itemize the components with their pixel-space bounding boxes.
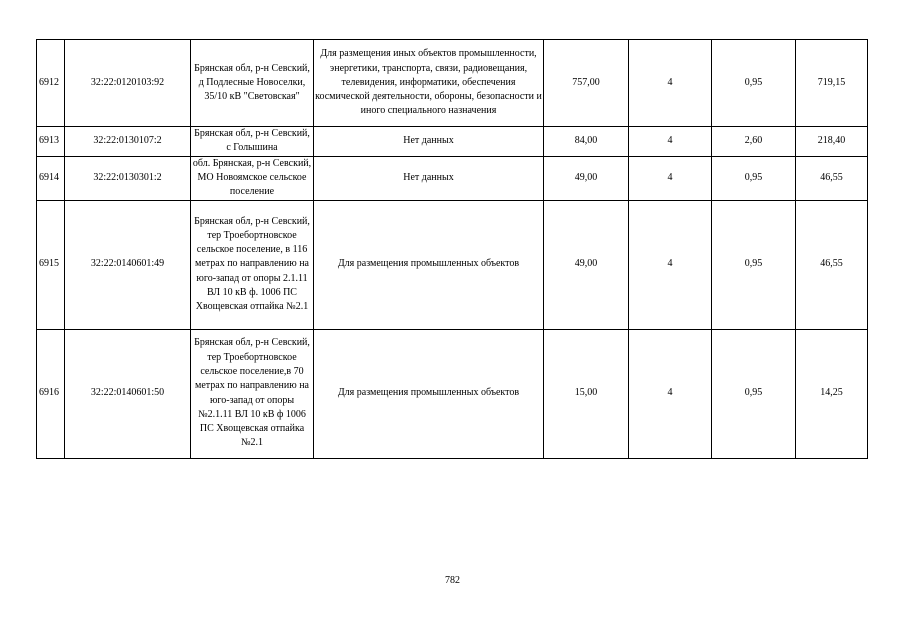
coefficient: 0,95 [712,329,796,458]
total: 14,25 [796,329,868,458]
table-row [37,40,868,127]
cadastral-number: 32:22:0130107:2 [65,127,191,157]
address: Брянская обл, р-н Севский, с Голышина [191,127,314,157]
area: 49,00 [544,156,629,200]
row-number: 6914 [37,156,65,200]
address: Брянская обл, р-н Севский, тер Троебортновское сельское поселение,в 70 метрах по направлению на юго-запад от опоры №2.1.11 ВЛ 10 кВ ф 1006 ПС Хвощевская отпайка №2.1 [191,329,314,458]
area: 15,00 [544,329,629,458]
area: 49,00 [544,200,629,329]
permitted-use: Нет данных [314,156,544,200]
row-number: 6912 [37,40,65,127]
category: 4 [629,127,712,157]
category: 4 [629,40,712,127]
permitted-use: Для размещения промышленных объектов [314,329,544,458]
total: 719,15 [796,40,868,127]
table-row [37,127,868,157]
coefficient: 0,95 [712,200,796,329]
permitted-use: Для размещения иных объектов промышленности, энергетики, транспорта, связи, радиовещания, телевидения, информатики, обеспечения космической деятельности, обороны, безопасности и иного специального назначения [314,40,544,127]
page-number: 782 [445,575,460,586]
row-number: 6916 [37,329,65,458]
row-number: 6913 [37,127,65,157]
permitted-use: Нет данных [314,127,544,157]
table-row [37,200,868,329]
cadastral-number: 32:22:0140601:50 [65,329,191,458]
address: Брянская обл, р-н Севский, тер Троебортновское сельское поселение, в 116 метрах по направлению на юго-запад от опоры 2.1.11 ВЛ 10 кВ ф. 1006 ПС Хвощевская отпайка №2.1 [191,200,314,329]
coefficient: 2,60 [712,127,796,157]
row-number: 6915 [37,200,65,329]
category: 4 [629,156,712,200]
area: 757,00 [544,40,629,127]
table-row [37,329,868,458]
coefficient: 0,95 [712,40,796,127]
permitted-use: Для размещения промышленных объектов [314,200,544,329]
address: Брянская обл, р-н Севский, д Подлесные Новоселки, 35/10 кВ "Световская" [191,40,314,127]
address: обл. Брянская, р-н Севский, МО Новоямское сельское поселение [191,156,314,200]
land-plots-table [36,39,868,459]
table-row [37,156,868,200]
cadastral-number: 32:22:0140601:49 [65,200,191,329]
total: 46,55 [796,156,868,200]
category: 4 [629,200,712,329]
area: 84,00 [544,127,629,157]
total: 46,55 [796,200,868,329]
cadastral-number: 32:22:0130301:2 [65,156,191,200]
coefficient: 0,95 [712,156,796,200]
cadastral-number: 32:22:0120103:92 [65,40,191,127]
total: 218,40 [796,127,868,157]
category: 4 [629,329,712,458]
